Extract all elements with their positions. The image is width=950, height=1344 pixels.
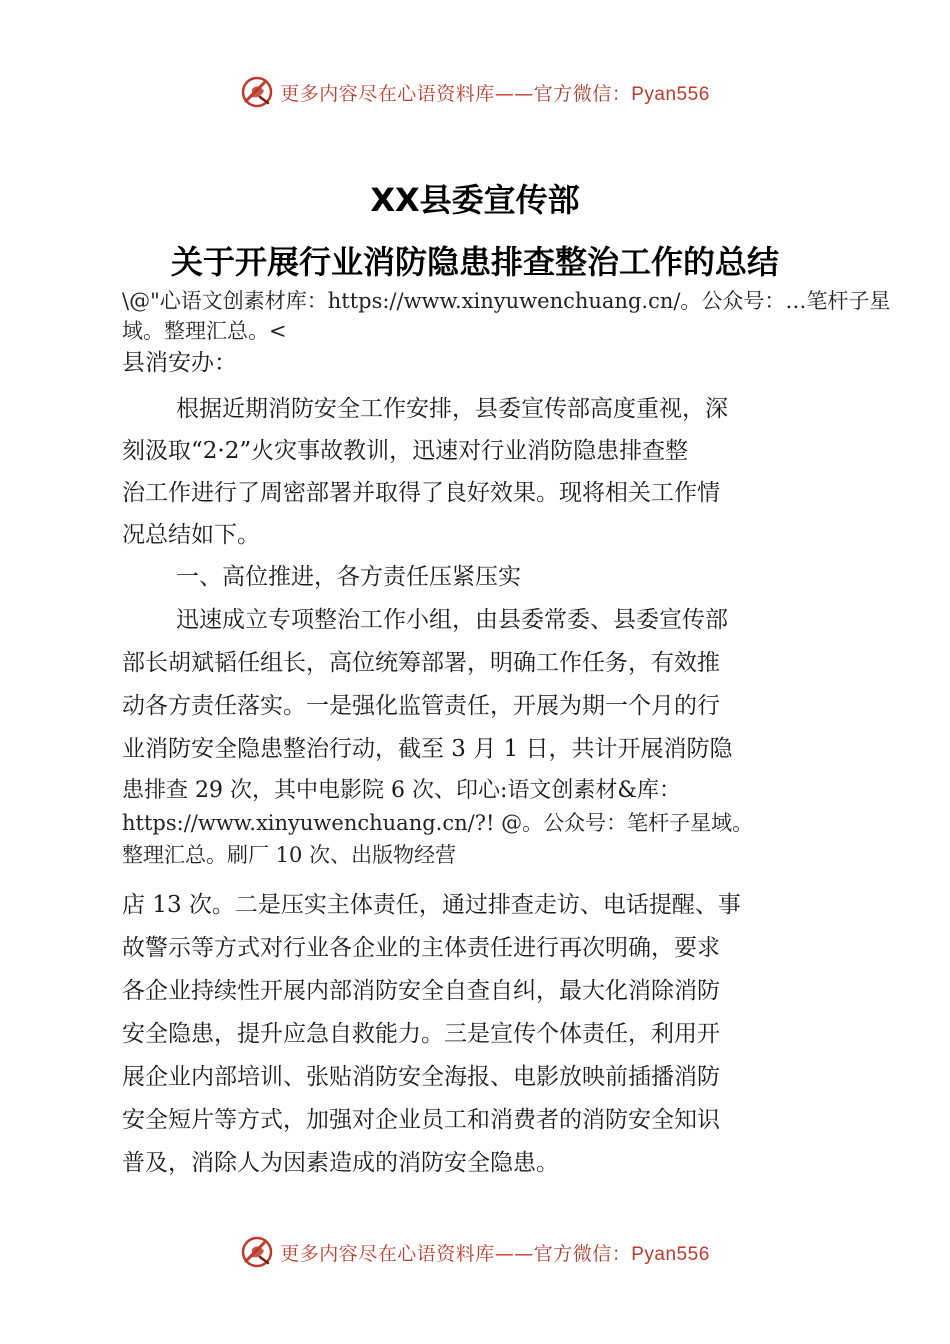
recipient: 县消安办： [122, 350, 237, 376]
body-line: 刻汲取“2·2”火灾事故教训，迅速对行业消防隐患排查整 [122, 438, 689, 464]
body-line: 安全隐患，提升应急自救能力。三是宣传个体责任，利用开 [122, 1021, 720, 1047]
document-title: XX县委宣传部 [370, 181, 580, 219]
brand-logo-icon [240, 1235, 274, 1269]
source-note: \@"心语文创素材库：https://www.xinyuwenchuang.cn/。公众号：…笔杆子星域。整理汇总。< [122, 289, 891, 343]
body-line: 况总结如下。 [122, 522, 260, 548]
body-line: 迅速成立专项整治工作小组，由县委常委、县委宣传部 [176, 607, 728, 633]
body-line: 部长胡斌韬任组长，高位统筹部署，明确工作任务，有效推 [122, 650, 720, 676]
header-banner [0, 72, 950, 112]
body-line: 安全短片等方式，加强对企业员工和消费者的消防安全知识 [122, 1107, 720, 1133]
body-line: 店 13 次。二是压实主体责任，通过排查走访、电话提醒、事 [122, 892, 741, 918]
body-line: 动各方责任落实。一是强化监管责任，开展为期一个月的行 [122, 693, 720, 719]
body-line: 故警示等方式对行业各企业的主体责任进行再次明确，要求 [122, 935, 720, 961]
body-line: 各企业持续性开展内部消防安全自查自纠，最大化消除消防 [122, 978, 720, 1004]
document-subtitle: 关于开展行业消防隐患排查整治工作的总结 [170, 243, 779, 281]
watermark-line: https://www.xinyuwenchuang.cn/?! @。公众号：笔杆子星域。 [122, 811, 754, 835]
body-line: 业消防安全隐患整治行动，截至 3 月 1 日，共计开展消防隐 [122, 736, 733, 762]
body-line-mixed: 患排查 29 次，其中电影院 6 次、印心:语文创素材&库： [122, 778, 681, 803]
body-line: 根据近期消防安全工作安排，县委宣传部高度重视，深 [176, 396, 728, 422]
banner-text: 更多内容尽在心语资料库——官方微信：Pyan556 [280, 1242, 710, 1265]
banner-text: 更多内容尽在心语资料库——官方微信：Pyan556 [280, 82, 710, 105]
body-line: 普及，消除人为因素造成的消防安全隐患。 [122, 1150, 559, 1176]
section-heading: 一、高位推进，各方责任压紧压实 [176, 564, 521, 590]
body-line: 展企业内部培训、张贴消防安全海报、电影放映前插播消防 [122, 1064, 720, 1090]
footer-banner [0, 1232, 950, 1272]
body-line: 治工作进行了周密部署并取得了良好效果。现将相关工作情 [122, 480, 720, 506]
brand-logo-icon [240, 75, 274, 109]
watermark-line: 整理汇总。刷厂 10 次、出版物经营 [122, 843, 457, 867]
